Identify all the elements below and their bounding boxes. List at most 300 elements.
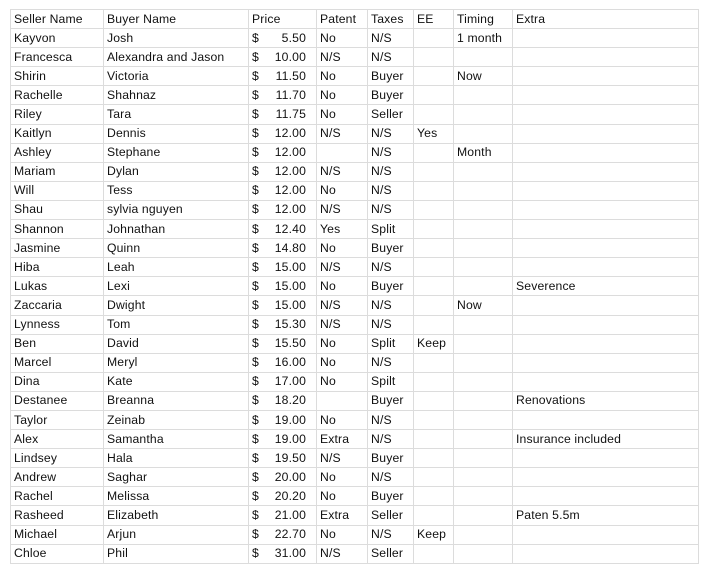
cell-ee[interactable] bbox=[414, 449, 454, 468]
cell-timing[interactable] bbox=[454, 86, 513, 105]
cell-taxes[interactable]: Seller bbox=[368, 544, 414, 563]
cell-buyer[interactable]: Lexi bbox=[104, 277, 249, 296]
cell-ee[interactable] bbox=[414, 143, 454, 162]
cell-timing[interactable]: 1 month bbox=[454, 29, 513, 48]
cell-patent[interactable]: No bbox=[317, 353, 368, 372]
cell-seller[interactable]: Lukas bbox=[11, 277, 104, 296]
cell-price[interactable] bbox=[249, 334, 317, 353]
cell-extra[interactable] bbox=[513, 143, 699, 162]
cell-extra[interactable] bbox=[513, 258, 699, 277]
cell-timing[interactable]: Month bbox=[454, 143, 513, 162]
cell-price[interactable] bbox=[249, 544, 317, 563]
cell-seller[interactable]: Shirin bbox=[11, 67, 104, 86]
cell-seller[interactable]: Shau bbox=[11, 200, 104, 219]
price-value bbox=[252, 507, 316, 524]
header-cell-extra[interactable]: Extra bbox=[513, 10, 699, 29]
cell-seller[interactable]: Alex bbox=[11, 430, 104, 449]
cell-taxes[interactable]: Buyer bbox=[368, 86, 414, 105]
cell-taxes[interactable]: Buyer bbox=[368, 487, 414, 506]
price-amount: 31.00 bbox=[274, 546, 306, 561]
cell-extra[interactable] bbox=[513, 86, 699, 105]
cell-extra[interactable] bbox=[513, 124, 699, 143]
cell-buyer[interactable]: Melissa bbox=[104, 487, 249, 506]
cell-extra[interactable] bbox=[513, 410, 699, 429]
price-amount: 19.00 bbox=[274, 412, 306, 427]
cell-seller[interactable]: Lindsey bbox=[11, 449, 104, 468]
price-amount: 12.40 bbox=[274, 221, 306, 236]
table-row bbox=[11, 29, 699, 48]
cell-buyer[interactable]: Johnathan bbox=[104, 220, 249, 239]
header-cell-timing[interactable]: Timing bbox=[454, 10, 513, 29]
cell-extra[interactable] bbox=[513, 105, 699, 124]
currency-symbol: $ bbox=[252, 336, 259, 351]
cell-taxes[interactable]: N/S bbox=[368, 315, 414, 334]
cell-seller[interactable]: Rachel bbox=[11, 487, 104, 506]
cell-timing[interactable] bbox=[454, 277, 513, 296]
price-value bbox=[252, 87, 316, 104]
table-row bbox=[11, 258, 699, 277]
cell-price[interactable] bbox=[249, 410, 317, 429]
cell-buyer[interactable]: Arjun bbox=[104, 525, 249, 544]
cell-taxes[interactable]: N/S bbox=[368, 525, 414, 544]
table-row bbox=[11, 181, 699, 200]
cell-taxes[interactable]: N/S bbox=[368, 430, 414, 449]
cell-patent[interactable]: N/S bbox=[317, 200, 368, 219]
cell-ee[interactable] bbox=[414, 506, 454, 525]
cell-extra[interactable] bbox=[513, 29, 699, 48]
cell-extra[interactable] bbox=[513, 544, 699, 563]
cell-patent[interactable]: N/S bbox=[317, 544, 368, 563]
cell-seller[interactable]: Andrew bbox=[11, 468, 104, 487]
cell-buyer[interactable]: David bbox=[104, 334, 249, 353]
cell-buyer[interactable]: Dwight bbox=[104, 296, 249, 315]
cell-patent[interactable]: N/S bbox=[317, 48, 368, 67]
cell-buyer[interactable]: Dennis bbox=[104, 124, 249, 143]
price-value bbox=[252, 163, 316, 180]
cell-ee[interactable] bbox=[414, 296, 454, 315]
cell-timing[interactable]: Now bbox=[454, 296, 513, 315]
price-amount: 15.00 bbox=[274, 259, 306, 274]
price-value bbox=[252, 106, 316, 123]
cell-price[interactable] bbox=[249, 86, 317, 105]
cell-buyer[interactable]: Tom bbox=[104, 315, 249, 334]
cell-extra[interactable]: Severence bbox=[513, 277, 699, 296]
table-row bbox=[11, 391, 699, 410]
cell-price[interactable] bbox=[249, 181, 317, 200]
cell-patent[interactable] bbox=[317, 391, 368, 410]
price-amount: 15.30 bbox=[274, 317, 306, 332]
cell-price[interactable] bbox=[249, 239, 317, 258]
cell-price[interactable] bbox=[249, 29, 317, 48]
price-amount: 15.00 bbox=[274, 297, 306, 312]
header-cell-buyer-name[interactable]: Buyer Name bbox=[104, 10, 249, 29]
cell-seller[interactable]: Rachelle bbox=[11, 86, 104, 105]
cell-patent[interactable]: No bbox=[317, 372, 368, 391]
cell-patent[interactable]: No bbox=[317, 86, 368, 105]
cell-price[interactable] bbox=[249, 143, 317, 162]
cell-ee[interactable] bbox=[414, 372, 454, 391]
currency-symbol: $ bbox=[252, 30, 259, 45]
cell-ee[interactable] bbox=[414, 67, 454, 86]
cell-patent[interactable]: No bbox=[317, 67, 368, 86]
price-amount: 20.20 bbox=[274, 488, 306, 503]
cell-taxes[interactable]: Split bbox=[368, 334, 414, 353]
cell-price[interactable] bbox=[249, 315, 317, 334]
cell-taxes[interactable]: N/S bbox=[368, 143, 414, 162]
currency-symbol: $ bbox=[252, 107, 259, 122]
cell-timing[interactable] bbox=[454, 544, 513, 563]
currency-symbol: $ bbox=[252, 355, 259, 370]
table-row bbox=[11, 162, 699, 181]
cell-timing[interactable] bbox=[454, 334, 513, 353]
cell-price[interactable] bbox=[249, 525, 317, 544]
cell-extra[interactable]: Insurance included bbox=[513, 430, 699, 449]
cell-extra[interactable] bbox=[513, 315, 699, 334]
cell-patent[interactable]: N/S bbox=[317, 258, 368, 277]
cell-seller[interactable]: Destanee bbox=[11, 391, 104, 410]
cell-taxes[interactable]: N/S bbox=[368, 200, 414, 219]
table-row bbox=[11, 315, 699, 334]
cell-buyer[interactable]: Josh bbox=[104, 29, 249, 48]
cell-buyer[interactable]: Alexandra and Jason bbox=[104, 48, 249, 67]
cell-ee[interactable] bbox=[414, 162, 454, 181]
cell-patent[interactable]: N/S bbox=[317, 124, 368, 143]
table-row bbox=[11, 48, 699, 67]
cell-timing[interactable] bbox=[454, 430, 513, 449]
cell-timing[interactable]: Now bbox=[454, 67, 513, 86]
table-row bbox=[11, 105, 699, 124]
price-value bbox=[252, 125, 316, 142]
cell-ee[interactable] bbox=[414, 353, 454, 372]
cell-seller[interactable]: Kayvon bbox=[11, 29, 104, 48]
data-table bbox=[10, 9, 699, 564]
cell-buyer[interactable]: Shahnaz bbox=[104, 86, 249, 105]
cell-price[interactable] bbox=[249, 258, 317, 277]
cell-ee[interactable] bbox=[414, 430, 454, 449]
price-amount: 19.50 bbox=[274, 450, 306, 465]
cell-timing[interactable] bbox=[454, 105, 513, 124]
cell-extra[interactable] bbox=[513, 239, 699, 258]
price-amount: 11.50 bbox=[275, 68, 306, 83]
price-amount: 14.80 bbox=[274, 240, 306, 255]
cell-timing[interactable] bbox=[454, 468, 513, 487]
cell-buyer[interactable]: Leah bbox=[104, 258, 249, 277]
cell-price[interactable] bbox=[249, 124, 317, 143]
cell-buyer[interactable]: Victoria bbox=[104, 67, 249, 86]
price-value bbox=[252, 68, 316, 85]
table-row bbox=[11, 200, 699, 219]
cell-extra[interactable] bbox=[513, 162, 699, 181]
cell-buyer[interactable]: Stephane bbox=[104, 143, 249, 162]
cell-ee[interactable] bbox=[414, 277, 454, 296]
cell-taxes[interactable]: N/S bbox=[368, 48, 414, 67]
cell-patent[interactable]: No bbox=[317, 277, 368, 296]
cell-taxes[interactable]: N/S bbox=[368, 410, 414, 429]
price-value bbox=[252, 259, 316, 276]
table-row bbox=[11, 143, 699, 162]
cell-ee[interactable] bbox=[414, 544, 454, 563]
cell-price[interactable] bbox=[249, 67, 317, 86]
cell-timing[interactable] bbox=[454, 124, 513, 143]
cell-taxes[interactable]: Seller bbox=[368, 105, 414, 124]
cell-price[interactable] bbox=[249, 162, 317, 181]
cell-patent[interactable]: Yes bbox=[317, 220, 368, 239]
cell-ee[interactable] bbox=[414, 105, 454, 124]
cell-price[interactable] bbox=[249, 430, 317, 449]
cell-buyer[interactable]: Phil bbox=[104, 544, 249, 563]
cell-seller[interactable]: Francesca bbox=[11, 48, 104, 67]
cell-taxes[interactable]: N/S bbox=[368, 124, 414, 143]
cell-seller[interactable]: Ashley bbox=[11, 143, 104, 162]
cell-seller[interactable]: Dina bbox=[11, 372, 104, 391]
cell-taxes[interactable]: N/S bbox=[368, 258, 414, 277]
cell-taxes[interactable]: N/S bbox=[368, 468, 414, 487]
cell-patent[interactable] bbox=[317, 143, 368, 162]
table-row bbox=[11, 124, 699, 143]
cell-patent[interactable]: No bbox=[317, 468, 368, 487]
price-amount: 12.00 bbox=[274, 202, 306, 217]
cell-timing[interactable] bbox=[454, 239, 513, 258]
cell-buyer[interactable]: Dylan bbox=[104, 162, 249, 181]
cell-ee[interactable] bbox=[414, 86, 454, 105]
cell-price[interactable] bbox=[249, 487, 317, 506]
cell-ee[interactable] bbox=[414, 487, 454, 506]
cell-price[interactable] bbox=[249, 48, 317, 67]
cell-patent[interactable]: No bbox=[317, 525, 368, 544]
cell-price[interactable] bbox=[249, 353, 317, 372]
cell-extra[interactable] bbox=[513, 334, 699, 353]
cell-seller[interactable]: Will bbox=[11, 181, 104, 200]
table-row bbox=[11, 544, 699, 563]
currency-symbol: $ bbox=[252, 183, 259, 198]
cell-extra[interactable] bbox=[513, 48, 699, 67]
cell-price[interactable] bbox=[249, 296, 317, 315]
cell-taxes[interactable]: N/S bbox=[368, 353, 414, 372]
cell-ee[interactable]: Keep bbox=[414, 525, 454, 544]
cell-buyer[interactable]: Breanna bbox=[104, 391, 249, 410]
header-cell-patent[interactable]: Patent bbox=[317, 10, 368, 29]
price-amount: 12.00 bbox=[274, 183, 306, 198]
cell-price[interactable] bbox=[249, 220, 317, 239]
cell-patent[interactable]: No bbox=[317, 410, 368, 429]
currency-symbol: $ bbox=[252, 87, 259, 102]
currency-symbol: $ bbox=[252, 527, 259, 542]
cell-taxes[interactable]: N/S bbox=[368, 296, 414, 315]
cell-timing[interactable] bbox=[454, 48, 513, 67]
cell-price[interactable] bbox=[249, 506, 317, 525]
cell-buyer[interactable]: Quinn bbox=[104, 239, 249, 258]
cell-extra[interactable] bbox=[513, 449, 699, 468]
cell-taxes[interactable]: Seller bbox=[368, 506, 414, 525]
cell-price[interactable] bbox=[249, 468, 317, 487]
cell-timing[interactable] bbox=[454, 410, 513, 429]
cell-seller[interactable]: Zaccaria bbox=[11, 296, 104, 315]
cell-seller[interactable]: Chloe bbox=[11, 544, 104, 563]
cell-buyer[interactable]: sylvia nguyen bbox=[104, 200, 249, 219]
cell-price[interactable] bbox=[249, 277, 317, 296]
cell-timing[interactable] bbox=[454, 506, 513, 525]
cell-ee[interactable] bbox=[414, 200, 454, 219]
cell-extra[interactable]: Renovations bbox=[513, 391, 699, 410]
spreadsheet bbox=[10, 9, 698, 564]
table-row bbox=[11, 296, 699, 315]
cell-ee[interactable] bbox=[414, 410, 454, 429]
cell-extra[interactable] bbox=[513, 67, 699, 86]
cell-patent[interactable]: No bbox=[317, 487, 368, 506]
cell-patent[interactable]: No bbox=[317, 105, 368, 124]
cell-price[interactable] bbox=[249, 200, 317, 219]
cell-taxes[interactable]: Buyer bbox=[368, 449, 414, 468]
cell-taxes[interactable]: Buyer bbox=[368, 239, 414, 258]
table-row bbox=[11, 239, 699, 258]
price-amount: 19.00 bbox=[274, 431, 306, 446]
cell-buyer[interactable]: Zeinab bbox=[104, 410, 249, 429]
cell-timing[interactable] bbox=[454, 315, 513, 334]
cell-timing[interactable] bbox=[454, 449, 513, 468]
cell-ee[interactable] bbox=[414, 48, 454, 67]
cell-taxes[interactable]: N/S bbox=[368, 181, 414, 200]
header-cell-seller-name[interactable]: Seller Name bbox=[11, 10, 104, 29]
cell-extra[interactable] bbox=[513, 220, 699, 239]
cell-timing[interactable] bbox=[454, 181, 513, 200]
price-value bbox=[252, 450, 316, 467]
cell-seller[interactable]: Mariam bbox=[11, 162, 104, 181]
cell-timing[interactable] bbox=[454, 162, 513, 181]
cell-seller[interactable]: Rasheed bbox=[11, 506, 104, 525]
cell-seller[interactable]: Riley bbox=[11, 105, 104, 124]
cell-ee[interactable] bbox=[414, 29, 454, 48]
header-cell-price[interactable]: Price bbox=[249, 10, 317, 29]
price-amount: 16.00 bbox=[274, 355, 306, 370]
header-row bbox=[11, 10, 699, 29]
price-value bbox=[252, 488, 316, 505]
cell-ee[interactable]: Keep bbox=[414, 334, 454, 353]
currency-symbol: $ bbox=[252, 259, 259, 274]
cell-extra[interactable] bbox=[513, 525, 699, 544]
currency-symbol: $ bbox=[252, 221, 259, 236]
cell-ee[interactable] bbox=[414, 220, 454, 239]
cell-extra[interactable] bbox=[513, 296, 699, 315]
cell-taxes[interactable]: Buyer bbox=[368, 391, 414, 410]
cell-patent[interactable]: No bbox=[317, 29, 368, 48]
cell-taxes[interactable]: N/S bbox=[368, 29, 414, 48]
cell-buyer[interactable]: Tess bbox=[104, 181, 249, 200]
cell-patent[interactable]: No bbox=[317, 181, 368, 200]
cell-extra[interactable] bbox=[513, 181, 699, 200]
cell-seller[interactable]: Jasmine bbox=[11, 239, 104, 258]
price-amount: 18.20 bbox=[274, 393, 306, 408]
cell-buyer[interactable]: Elizabeth bbox=[104, 506, 249, 525]
cell-patent[interactable]: N/S bbox=[317, 449, 368, 468]
cell-extra[interactable] bbox=[513, 468, 699, 487]
cell-ee[interactable] bbox=[414, 258, 454, 277]
price-value bbox=[252, 144, 316, 161]
cell-patent[interactable]: Extra bbox=[317, 506, 368, 525]
table-row bbox=[11, 468, 699, 487]
currency-symbol: $ bbox=[252, 317, 259, 332]
cell-seller[interactable]: Hiba bbox=[11, 258, 104, 277]
cell-taxes[interactable]: Buyer bbox=[368, 67, 414, 86]
cell-seller[interactable]: Taylor bbox=[11, 410, 104, 429]
cell-buyer[interactable]: Tara bbox=[104, 105, 249, 124]
cell-extra[interactable] bbox=[513, 200, 699, 219]
cell-taxes[interactable]: N/S bbox=[368, 162, 414, 181]
cell-buyer[interactable]: Meryl bbox=[104, 353, 249, 372]
cell-taxes[interactable]: Buyer bbox=[368, 277, 414, 296]
currency-symbol: $ bbox=[252, 450, 259, 465]
cell-patent[interactable]: Extra bbox=[317, 430, 368, 449]
cell-ee[interactable] bbox=[414, 239, 454, 258]
cell-timing[interactable] bbox=[454, 391, 513, 410]
cell-ee[interactable] bbox=[414, 468, 454, 487]
cell-patent[interactable]: N/S bbox=[317, 315, 368, 334]
cell-seller[interactable]: Lynness bbox=[11, 315, 104, 334]
price-amount: 12.00 bbox=[274, 145, 306, 160]
cell-timing[interactable] bbox=[454, 258, 513, 277]
price-value bbox=[252, 240, 316, 257]
cell-ee[interactable] bbox=[414, 181, 454, 200]
price-value bbox=[252, 526, 316, 543]
cell-ee[interactable] bbox=[414, 315, 454, 334]
cell-timing[interactable] bbox=[454, 487, 513, 506]
table-row bbox=[11, 410, 699, 429]
cell-ee[interactable] bbox=[414, 391, 454, 410]
cell-ee[interactable]: Yes bbox=[414, 124, 454, 143]
cell-price[interactable] bbox=[249, 105, 317, 124]
cell-price[interactable] bbox=[249, 391, 317, 410]
cell-buyer[interactable]: Samantha bbox=[104, 430, 249, 449]
cell-seller[interactable]: Michael bbox=[11, 525, 104, 544]
header-cell-taxes[interactable]: Taxes bbox=[368, 10, 414, 29]
cell-seller[interactable]: Kaitlyn bbox=[11, 124, 104, 143]
price-value bbox=[252, 431, 316, 448]
header-cell-ee[interactable]: EE bbox=[414, 10, 454, 29]
cell-buyer[interactable]: Hala bbox=[104, 449, 249, 468]
cell-taxes[interactable]: Spilt bbox=[368, 372, 414, 391]
cell-patent[interactable]: N/S bbox=[317, 162, 368, 181]
cell-extra[interactable] bbox=[513, 487, 699, 506]
cell-patent[interactable]: N/S bbox=[317, 296, 368, 315]
cell-timing[interactable] bbox=[454, 372, 513, 391]
cell-seller[interactable]: Shannon bbox=[11, 220, 104, 239]
cell-extra[interactable]: Paten 5.5m bbox=[513, 506, 699, 525]
price-value bbox=[252, 335, 316, 352]
cell-extra[interactable] bbox=[513, 353, 699, 372]
price-amount: 12.00 bbox=[274, 164, 306, 179]
cell-timing[interactable] bbox=[454, 220, 513, 239]
cell-patent[interactable]: No bbox=[317, 239, 368, 258]
price-amount: 15.50 bbox=[274, 336, 306, 351]
cell-seller[interactable]: Ben bbox=[11, 334, 104, 353]
cell-buyer[interactable]: Kate bbox=[104, 372, 249, 391]
price-amount: 21.00 bbox=[274, 507, 306, 522]
currency-symbol: $ bbox=[252, 145, 259, 160]
price-amount: 11.75 bbox=[275, 107, 306, 122]
cell-extra[interactable] bbox=[513, 372, 699, 391]
cell-taxes[interactable]: Split bbox=[368, 220, 414, 239]
cell-seller[interactable]: Marcel bbox=[11, 353, 104, 372]
price-amount: 22.70 bbox=[274, 527, 306, 542]
cell-patent[interactable]: No bbox=[317, 334, 368, 353]
cell-buyer[interactable]: Saghar bbox=[104, 468, 249, 487]
cell-timing[interactable] bbox=[454, 353, 513, 372]
cell-price[interactable] bbox=[249, 449, 317, 468]
cell-timing[interactable] bbox=[454, 525, 513, 544]
table-row bbox=[11, 449, 699, 468]
cell-price[interactable] bbox=[249, 372, 317, 391]
cell-timing[interactable] bbox=[454, 200, 513, 219]
price-value bbox=[252, 49, 316, 66]
